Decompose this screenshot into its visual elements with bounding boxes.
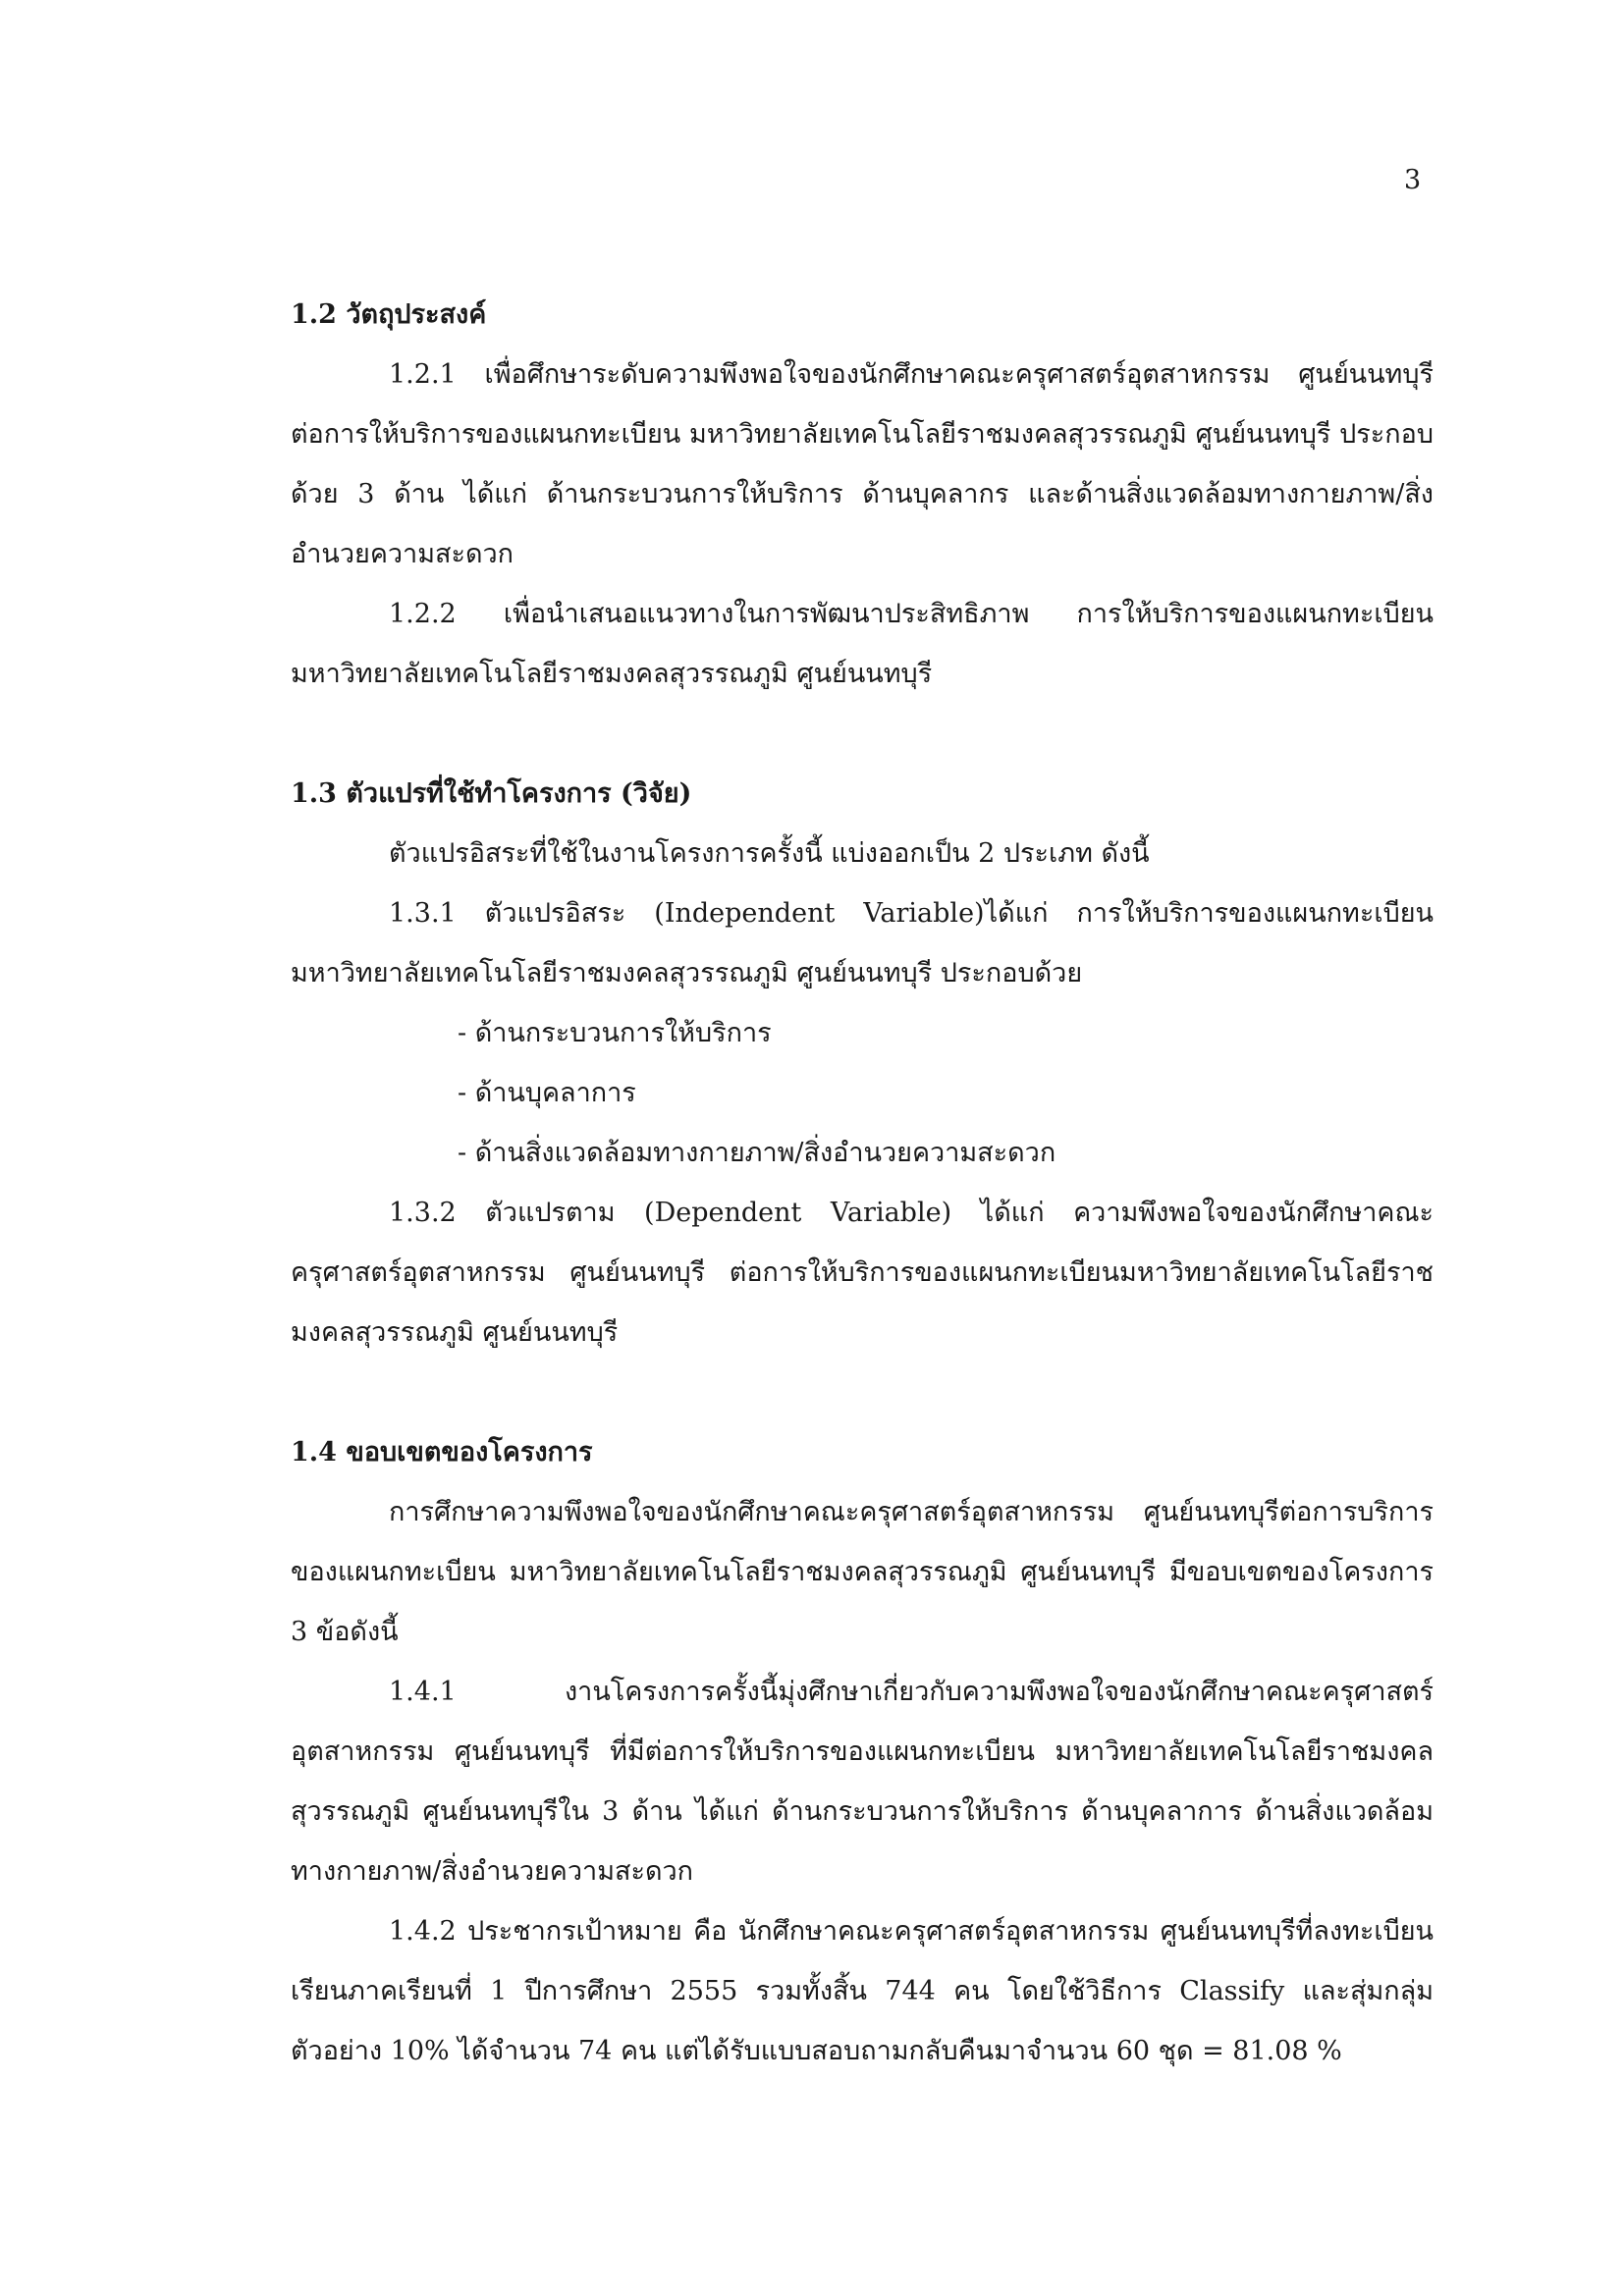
scope-2-paragraph: 1.4.2 ประชากรเป้าหมาย คือ นักศึกษาคณะครุศาสตร์อุตสาหกรรม ศูนย์นนทบุรีที่ลงทะเบียนเรียนภาคเรียนที่ 1 ปีการศึกษา 2555 รวมทั้งสิ้น 744 คน โดยใช้วิธีการ Classify และสุ่มกลุ่มตัวอย่าง 10% ได้จำนวน 74 คน แต่ได้รับแบบสอบถามกลับคืนมาจำนวน 60 ชุด = 81.08 % — [291, 1916, 1434, 2066]
variables-intro-paragraph: ตัวแปรอิสระที่ใช้ในงานโครงการครั้งนี้ แบ่งออกเป็น 2 ประเภท ดังนี้ — [389, 838, 1150, 869]
list-item: - ด้านกระบวนการให้บริการ — [458, 1018, 772, 1048]
dependent-variable-paragraph: 1.3.2 ตัวแปรตาม (Dependent Variable) ได้แก่ ความพึงพอใจของนักศึกษาคณะครุศาสตร์อุตสาหกรรม ศูนย์นนทบุรี ต่อการให้บริการของแผนกทะเบียนมหาวิทยาลัยเทคโนโลยีราชมงคลสุวรรณภูมิ ศูนย์นนทบุรี — [291, 1198, 1434, 1348]
section-heading-variables: 1.3 ตัวแปรที่ใช้ทำโครงการ (วิจัย) — [291, 778, 692, 809]
list-item: - ด้านบุคลาการ — [458, 1078, 636, 1108]
scope-intro-paragraph: การศึกษาความพึงพอใจของนักศึกษาคณะครุศาสตร์อุตสาหกรรม ศูนย์นนทบุรีต่อการบริการของแผนกทะเบียน มหาวิทยาลัยเทคโนโลยีราชมงคลสุวรรณภูมิ ศูนย์นนทบุรี มีขอบเขตของโครงการ 3 ข้อดังนี้ — [291, 1497, 1434, 1647]
section-spacer — [291, 704, 1434, 764]
scope-1-paragraph: 1.4.1 งานโครงการครั้งนี้มุ่งศึกษาเกี่ยวกับความพึงพอใจของนักศึกษาคณะครุศาสตร์อุตสาหกรรม ศูนย์นนทบุรี ที่มีต่อการให้บริการของแผนกทะเบียน มหาวิทยาลัยเทคโนโลยีราชมงคลสุวรรณภูมิ ศูนย์นนทบุรีใน 3 ด้าน ได้แก่ ด้านกระบวนการให้บริการ ด้านบุคลาการ ด้านสิ่งแวดล้อม ทางกายภาพ/สิ่งอำนวยความสะดวก — [291, 1677, 1434, 1887]
section-variables — [291, 764, 1434, 1362]
independent-variable-paragraph: 1.3.1 ตัวแปรอิสระ (Independent Variable)ได้แก่ การให้บริการของแผนกทะเบียน มหาวิทยาลัยเทคโนโลยีราชมงคลสุวรรณภูมิ ศูนย์นนทบุรี ประกอบด้วย — [291, 898, 1434, 988]
section-heading-scope: 1.4 ขอบเขตของโครงการ — [291, 1437, 593, 1468]
list-item: - ด้านสิ่งแวดล้อมทางกายภาพ/สิ่งอำนวยความสะดวก — [458, 1138, 1056, 1168]
page-number: 3 — [1404, 165, 1422, 195]
objective-2-paragraph: 1.2.2 เพื่อนำเสนอแนวทางในการพัฒนาประสิทธิภาพ การให้บริการของแผนกทะเบียน มหาวิทยาลัยเทคโนโลยีราชมงคลสุวรรณภูมิ ศูนย์นนทบุรี — [291, 599, 1434, 689]
page-content — [291, 285, 1434, 2081]
independent-variable-list — [291, 1003, 1434, 1183]
section-spacer — [291, 1362, 1434, 1422]
objective-1-paragraph: 1.2.1 เพื่อศึกษาระดับความพึงพอใจของนักศึกษาคณะครุศาสตร์อุตสาหกรรม ศูนย์นนทบุรี ต่อการให้บริการของแผนกทะเบียน มหาวิทยาลัยเทคโนโลยีราชมงคลสุวรรณภูมิ ศูนย์นนทบุรี ประกอบด้วย 3 ด้าน ได้แก่ ด้านกระบวนการให้บริการ ด้านบุคลากร และด้านสิ่งแวดล้อมทางกายภาพ/สิ่งอำนวยความสะดวก — [291, 359, 1434, 569]
section-scope — [291, 1422, 1434, 2081]
section-objectives — [291, 285, 1434, 704]
section-heading-objectives: 1.2 วัตถุประสงค์ — [291, 299, 487, 330]
